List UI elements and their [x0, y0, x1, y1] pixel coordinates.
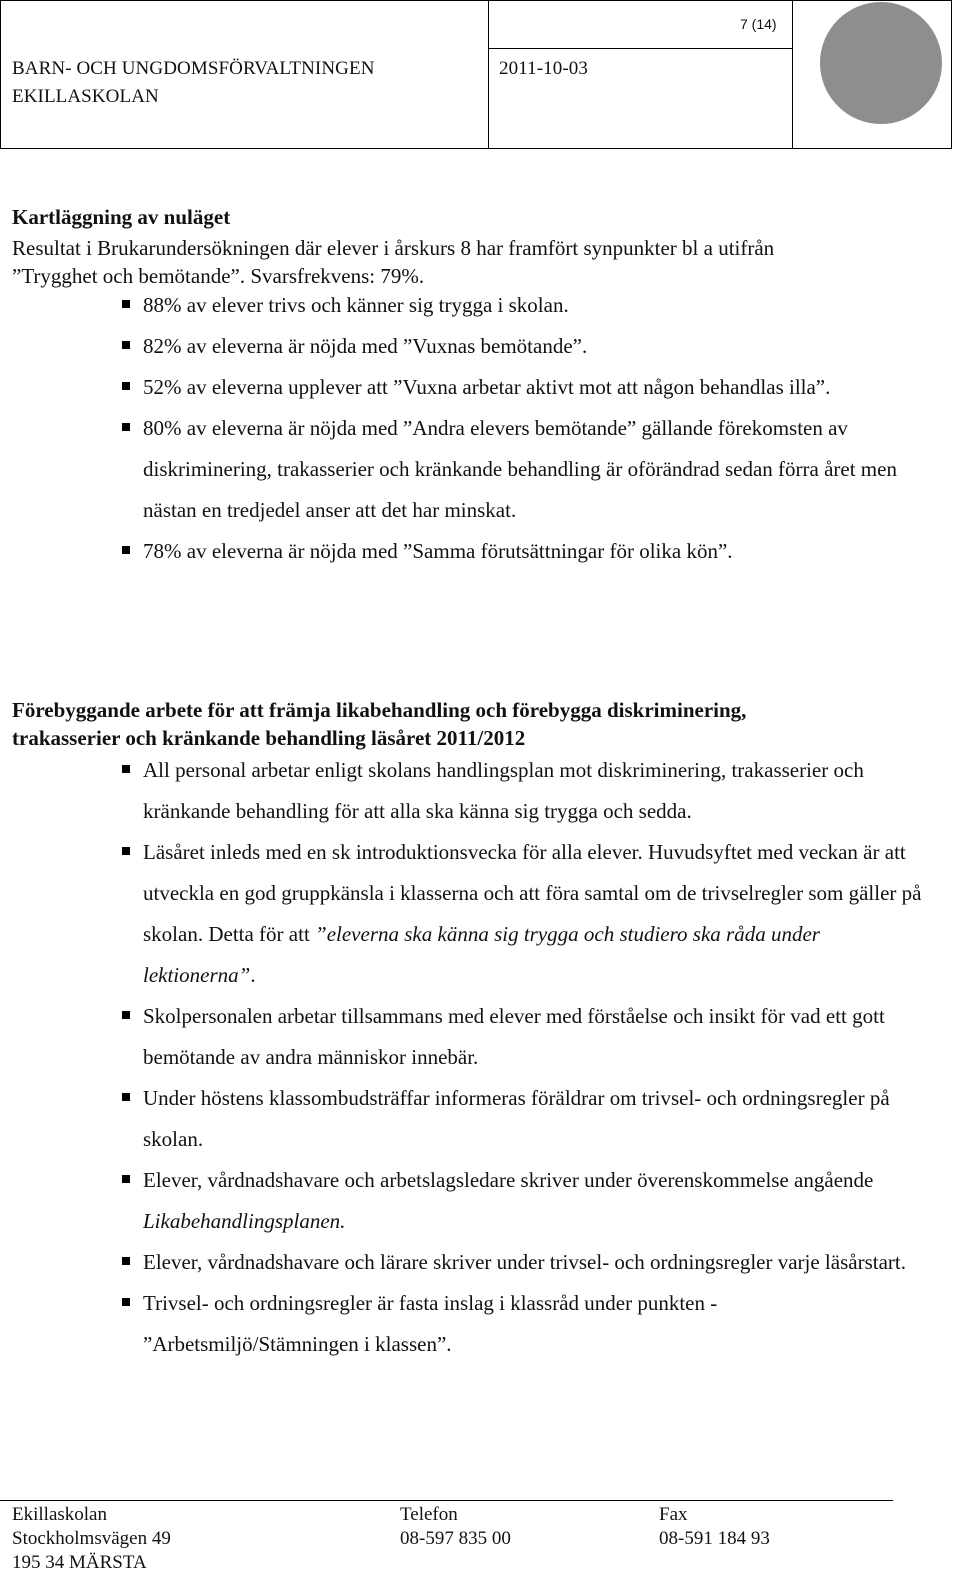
section-title-line2: trakasserier och kränkande behandling läsåret 2011/2012	[12, 726, 526, 750]
footer-address	[12, 1503, 171, 1575]
list-item: Läsåret inleds med en sk introduktionsvecka för alla elever. Huvudsyftet med veckan är att utveckla en god gruppkänsla i klasserna och att föra samtal om de trivselregler som gäller på skolan. Detta för att ”eleverna ska känna sig trygga och studiero ska råda under lektionerna”.	[0, 832, 923, 996]
section-title: Förebyggande arbete för att främja likabehandling och förebygga diskriminering,	[12, 698, 747, 722]
bullet-square-icon	[122, 1257, 130, 1265]
section-title: Kartläggning av nuläget	[12, 205, 231, 229]
header-row-separator	[488, 48, 793, 49]
list-item: Elever, vårdnadshavare och lärare skriver under trivsel- och ordningsregler varje läsårstart.	[0, 1242, 923, 1283]
bullet-square-icon	[122, 300, 130, 308]
header-school: EKILLASKOLAN	[12, 86, 159, 107]
bullet-square-icon	[122, 341, 130, 349]
section-preventive-work	[12, 696, 952, 752]
header-org: BARN- OCH UNGDOMSFÖRVALTNINGEN	[12, 58, 375, 79]
bullet-square-icon	[122, 847, 130, 855]
list-item: 80% av eleverna är nöjda med ”Andra elevers bemötande” gällande förekomsten av diskriminering, trakasserier och kränkande behandling är oförändrad sedan förra året men nästan en tredjedel anser att det har minskat.	[0, 408, 923, 531]
header-divider-1	[488, 0, 489, 149]
header-left-border	[0, 0, 1, 149]
section-current-state	[12, 203, 942, 290]
list-item: Trivsel- och ordningsregler är fasta inslag i klassråd under punkten - ”Arbetsmiljö/Stämningen i klassen”.	[0, 1283, 923, 1365]
header-divider-2	[792, 0, 793, 149]
list-item: 88% av elever trivs och känner sig trygga i skolan.	[0, 285, 923, 326]
list-item: Under höstens klassombudsträffar informeras föräldrar om trivsel- och ordningsregler på skolan.	[0, 1078, 923, 1160]
footer-phone-label: Telefon	[400, 1504, 458, 1525]
intro-text-line1: Resultat i Brukarundersökningen där elever i årskurs 8 har framfört synpunkter bl a utifrån	[12, 236, 775, 260]
list-item: All personal arbetar enligt skolans handlingsplan mot diskriminering, trakasserier och kränkande behandling för att alla ska känna sig trygga och sedda.	[0, 750, 923, 832]
page-number: 7 (14)	[740, 16, 777, 32]
bullet-square-icon	[122, 546, 130, 554]
header-date: 2011-10-03	[499, 58, 588, 79]
list-item: Skolpersonalen arbetar tillsammans med elever med förståelse och insikt för vad ett gott bemötande av andra människor innebär.	[0, 996, 923, 1078]
header-bottom-border	[0, 148, 952, 149]
bullet-square-icon	[122, 1175, 130, 1183]
bullet-square-icon	[122, 423, 130, 431]
bullet-square-icon	[122, 382, 130, 390]
header-right-border	[951, 0, 952, 149]
footer-phone-number: 08-597 835 00	[400, 1528, 511, 1549]
list-item: Elever, vårdnadshavare och arbetslagsledare skriver under överenskommelse angående Likabehandlingsplanen.	[0, 1160, 923, 1242]
list-item: 52% av eleverna upplever att ”Vuxna arbetar aktivt mot att någon behandlas illa”.	[0, 367, 923, 408]
footer-fax-number: 08-591 184 93	[659, 1528, 770, 1549]
bullet-square-icon	[122, 1298, 130, 1306]
footer-fax-label: Fax	[659, 1504, 688, 1525]
footer-fax	[659, 1503, 770, 1551]
preventive-measures-list	[0, 750, 923, 1365]
logo-placeholder	[820, 2, 942, 124]
bullet-square-icon	[122, 1011, 130, 1019]
list-item: 78% av eleverna är nöjda med ”Samma förutsättningar för olika kön”.	[0, 531, 923, 572]
list-item: 82% av eleverna är nöjda med ”Vuxnas bemötande”.	[0, 326, 923, 367]
bullet-square-icon	[122, 765, 130, 773]
footer-postal: 195 34 MÄRSTA	[12, 1552, 147, 1573]
footer-street: Stockholmsvägen 49	[12, 1528, 171, 1549]
bullet-square-icon	[122, 1093, 130, 1101]
footer-phone	[400, 1503, 511, 1551]
footer-name: Ekillaskolan	[12, 1504, 107, 1525]
intro-text-line2: ”Trygghet och bemötande”. Svarsfrekvens: 79%.	[12, 264, 425, 288]
header-top-border	[0, 0, 952, 1]
survey-results-list	[0, 285, 923, 572]
footer-divider	[0, 1500, 893, 1501]
